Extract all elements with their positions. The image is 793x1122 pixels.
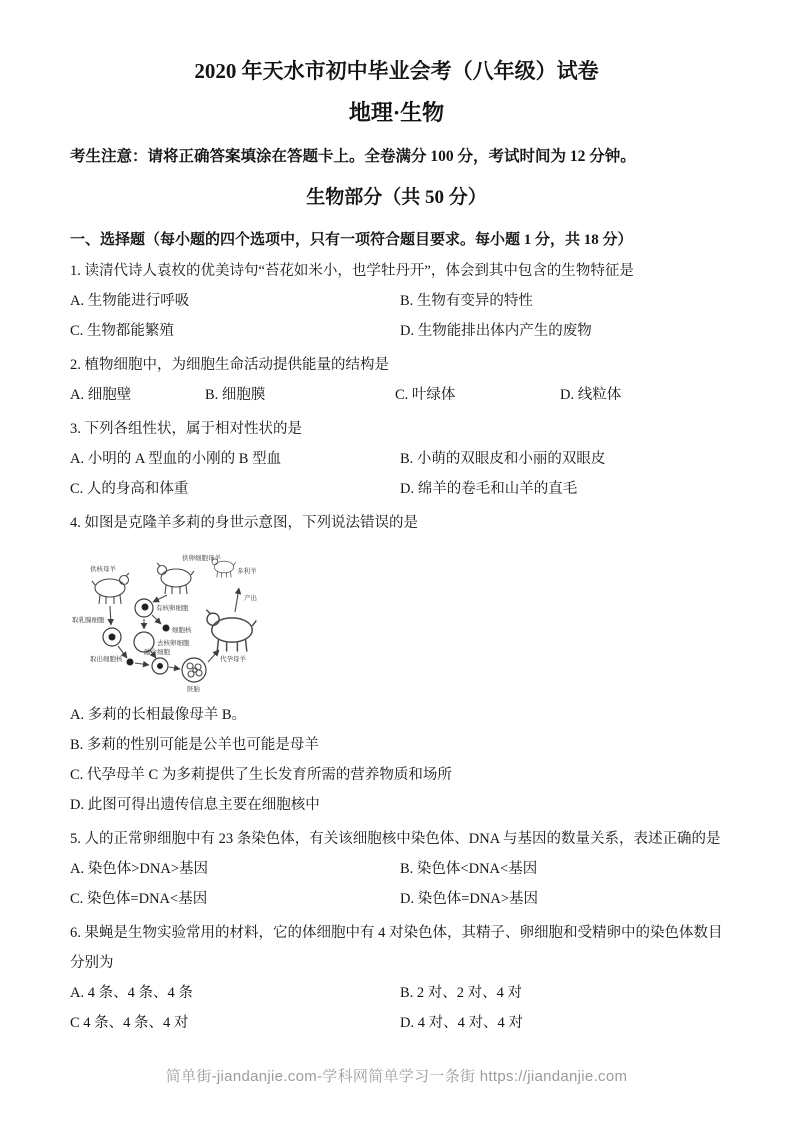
question-5-option-b: B. 染色体<DNA<基因 (400, 861, 538, 877)
question-3-options (70, 444, 723, 504)
question-5-option-c: C. 染色体=DNA<基因 (70, 891, 208, 907)
question-3-stem: 3. 下列各组性状，属于相对性状的是 (70, 421, 302, 437)
question-5-option-d: D. 染色体=DNA>基因 (400, 891, 538, 907)
arrow-discard-nucleus (152, 615, 161, 624)
question-2-option-a: A. 细胞壁 (70, 387, 132, 403)
question-5-option-a: A. 染色体>DNA>基因 (70, 861, 208, 877)
label-egg-donor-ewe: 供卵细胞母羊 (182, 555, 221, 562)
surrogate-ewe-icon (206, 610, 256, 652)
question-1-stem: 1. 读清代诗人袁枚的优美诗句“苔花如米小，也学牡丹开”，体会到其中包含的生物特征是 (70, 263, 634, 279)
dolly-cloning-diagram (72, 540, 312, 698)
question-1-options (70, 286, 723, 346)
question-4-stem: 4. 如图是克隆羊多莉的身世示意图，下列说法错误的是 (70, 515, 418, 531)
question-5 (70, 824, 723, 914)
question-5-stem: 5. 人的正常卵细胞中有 23 条染色体，有关该细胞核中染色体、DNA 与基因的数量关系，表述正确的是 (70, 831, 721, 847)
fused-cell-nucleus-icon (157, 663, 163, 669)
exam-subject: 地理·生物 (348, 100, 445, 125)
question-1-option-d: D. 生物能排出体内产生的废物 (400, 323, 592, 339)
multiple-choice-header: 一、选择题（每小题的四个选项中，只有一项符合题目要求。每小题 1 分，共 18 分） (70, 232, 633, 248)
question-2-options (70, 380, 723, 410)
label-nucleated-egg: 有核卵细胞 (156, 605, 189, 612)
embryo-icon (182, 658, 206, 682)
question-4-options (70, 700, 723, 820)
arrow-take-egg (153, 595, 167, 602)
question-6 (70, 918, 723, 1038)
biology-section-title: 生物部分（共 50 分） (306, 187, 487, 208)
question-4-option-d: D. 此图可得出遗传信息主要在细胞核中 (70, 797, 320, 813)
discarded-nucleus-icon (163, 625, 170, 632)
transferred-nucleus-icon (127, 659, 134, 666)
egg-donor-ewe-icon (157, 563, 194, 594)
question-6-option-d: D. 4 对、4 对、4 对 (400, 1015, 523, 1031)
question-4-option-b: B. 多莉的性别可能是公羊也可能是母羊 (70, 737, 319, 753)
arrow-embryo-to-surrogate (208, 650, 219, 662)
nucleus-donor-ewe-icon (92, 573, 129, 604)
nucleated-egg-nucleus-icon (142, 604, 149, 611)
arrow-fused-to-embryo (169, 667, 180, 669)
label-enucleated-egg: 去核卵细胞 (157, 640, 190, 647)
question-6-option-c: C 4 条、4 条、4 对 (70, 1015, 189, 1031)
question-3-option-b: B. 小萌的双眼皮和小丽的双眼皮 (400, 451, 606, 467)
label-take-mammary-cell: 取乳腺细胞 (72, 617, 105, 624)
question-3 (70, 414, 723, 504)
question-4-option-a: A. 多莉的长相最像母羊 B。 (70, 707, 247, 723)
arrow-deliver (235, 588, 239, 612)
question-2-option-c: C. 叶绿体 (395, 387, 456, 403)
watermark-footer: 简单街-jiandanjie.com-学科网简单学习一条街 https://jiandanjie.com (165, 1068, 628, 1085)
candidate-notice: 考生注意：请将正确答案填涂在答题卡上。全卷满分 100 分，考试时间为 12 分钟。 (70, 148, 636, 165)
label-donor-ewe: 供核母羊 (90, 566, 116, 573)
question-2 (70, 350, 723, 410)
question-1 (70, 256, 723, 346)
question-4 (70, 508, 723, 820)
label-surrogate-ewe: 代孕母羊 (220, 656, 246, 663)
question-5-options (70, 854, 723, 914)
arrow-take-cell (110, 606, 111, 625)
exam-title: 2020 年天水市初中毕业会考（八年级）试卷 (194, 59, 599, 83)
question-6-stem: 6. 果蝇是生物实验常用的材料，它的体细胞中有 4 对染色体，其精子、卵细胞和受精卵中的染色体数目分别为 (70, 925, 723, 971)
question-2-stem: 2. 植物细胞中，为细胞生命活动提供能量的结构是 (70, 357, 389, 373)
label-nucleus: 细胞核 (172, 627, 192, 634)
question-6-option-a: A. 4 条、4 条、4 条 (70, 985, 193, 1001)
question-1-option-a: A. 生物能进行呼吸 (70, 293, 190, 309)
question-2-option-b: B. 细胞膜 (205, 387, 266, 403)
question-3-option-a: A. 小明的 A 型血的小刚的 B 型血 (70, 451, 282, 467)
mammary-cell-nucleus-icon (109, 634, 116, 641)
label-embryo: 胚胎 (187, 686, 200, 693)
label-deliver: 产出 (244, 595, 257, 602)
arrow-nucleus-to-fused (135, 663, 149, 665)
label-remove-nucleus: 取出细胞核 (90, 656, 123, 663)
label-fused-cell: 融合细胞 (144, 649, 170, 656)
question-4-option-c: C. 代孕母羊 C 为多莉提供了生长发育所需的营养物质和场所 (70, 767, 452, 783)
label-dolly: 多利羊 (237, 568, 257, 575)
question-3-option-d: D. 绵羊的卷毛和山羊的直毛 (400, 481, 578, 497)
question-1-option-b: B. 生物有变异的特性 (400, 293, 533, 309)
question-2-option-d: D. 线粒体 (560, 387, 622, 403)
question-6-options (70, 978, 723, 1038)
question-6-option-b: B. 2 对、2 对、4 对 (400, 985, 523, 1001)
question-1-option-c: C. 生物都能繁殖 (70, 323, 174, 339)
dolly-cloning-diagram-svg (72, 540, 312, 698)
question-3-option-c: C. 人的身高和体重 (70, 481, 189, 497)
